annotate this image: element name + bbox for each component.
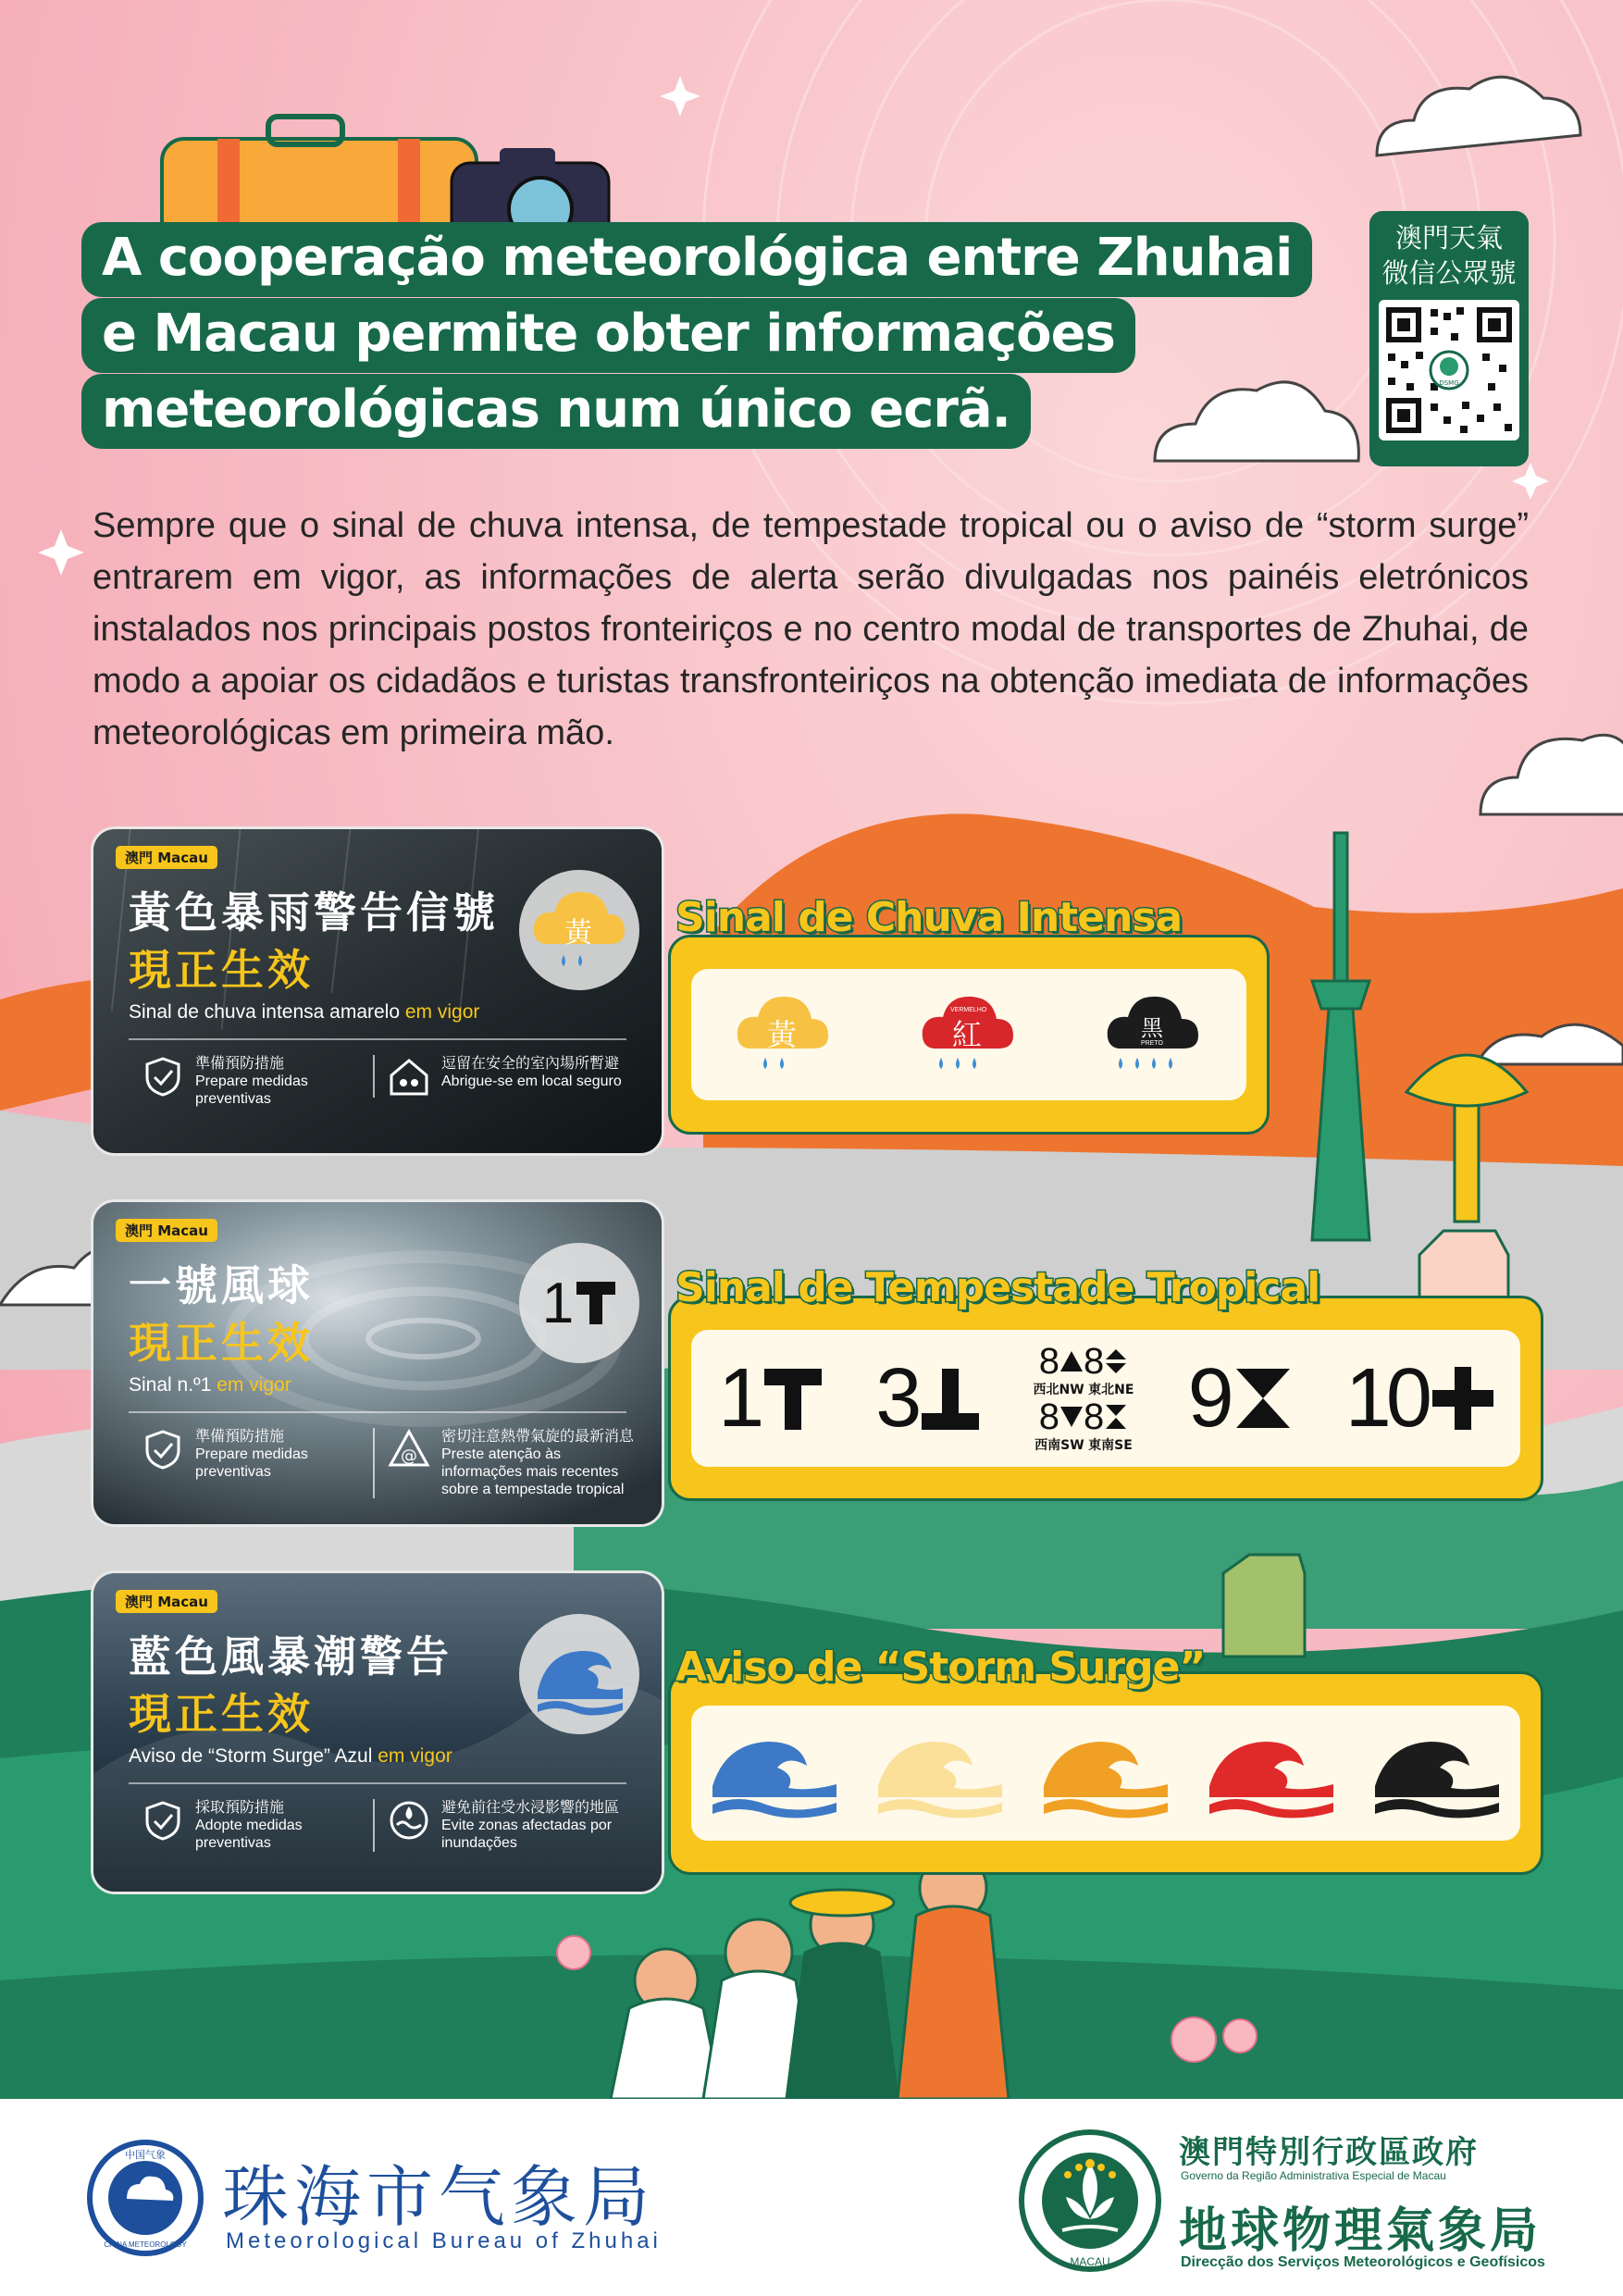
- card-title-zh: 一號風球: [129, 1260, 314, 1310]
- black-wave-icon: [1368, 1727, 1506, 1819]
- house-shelter-icon: [388, 1055, 430, 1098]
- shelter-action: 逗留在安全的室內場所暫避 Abrigue-se em local seguro: [373, 1055, 641, 1098]
- tropical-panel-heading: Sinal de Tempestade Tropical: [675, 1264, 1320, 1311]
- rain-warning-card: [91, 826, 664, 1156]
- macau-government-pt: Governo da Região Administrativa Especial de Macau: [1181, 2169, 1446, 2182]
- cross-icon: [1432, 1365, 1493, 1432]
- shield-check-icon: [142, 1428, 184, 1471]
- storm-surge-card: [91, 1570, 664, 1894]
- rain-panel-heading: Sinal de Chuva Intensa: [675, 894, 1183, 941]
- card-active-zh: 現正生效: [129, 945, 314, 995]
- qr-label-line-2: 微信公眾號: [1381, 257, 1517, 289]
- region-tag: 澳門 Macau: [116, 1590, 217, 1613]
- intro-paragraph: Sempre que o sinal de chuva intensa, de tempestade tropical ou o aviso de “storm surge” entrarem em vigor, as informações de alerta serão divulgadas nos painéis eletrónicos instalados nos principais postos fronteiriços e no centro modal de transportes de Zhuhai, de modo a apoiar os cidadãos e turistas transfronteiriços na obtenção imediata de informações meteorológicas em primeira mão.: [93, 506, 1529, 752]
- prepare-measures-action: 準備預防措施 Prepare medidas preventivas: [142, 1055, 345, 1108]
- title-line-3: meteorológicas num único ecrã.: [81, 374, 1031, 449]
- svg-text:PRETO: PRETO: [1141, 1040, 1163, 1047]
- storm-surge-panel: [668, 1671, 1543, 1875]
- warning-cyclone-icon: [388, 1428, 430, 1471]
- red-wave-icon: [1202, 1727, 1341, 1819]
- region-tag: 澳門 Macau: [116, 846, 217, 869]
- flood-zone-icon: [388, 1799, 430, 1842]
- svg-text:@: @: [401, 1446, 417, 1466]
- macau-smg-pt: Direcção dos Serviços Meteorológicos e Geofísicos: [1181, 2254, 1545, 2270]
- shield-check-icon: [142, 1799, 184, 1842]
- yellow-rain-signal-icon: [519, 870, 639, 990]
- title-line-1: A cooperação meteorológica entre Zhuhai: [81, 222, 1312, 297]
- card-subtitle-pt: Sinal n.º1 em vigor: [129, 1374, 291, 1396]
- card-subtitle-pt: Sinal de chuva intensa amarelo em vigor: [129, 1001, 480, 1023]
- svg-text:中国气象: 中国气象: [125, 2149, 166, 2161]
- card-divider: [129, 1782, 626, 1784]
- svg-text:1: 1: [541, 1272, 575, 1335]
- zhuhai-bureau-en: Meteorological Bureau of Zhuhai: [226, 2228, 662, 2253]
- card-title-zh: 藍色風暴潮警告: [129, 1632, 452, 1682]
- hourglass-large-icon: [1234, 1365, 1292, 1432]
- svg-text:黃: 黃: [766, 1017, 798, 1052]
- double-triangle-icon: [1104, 1348, 1128, 1374]
- follow-updates-action: @ 密切注意熱帶氣旋的最新消息 Preste atenção às informações mais recentes sobre a tempestade tropical: [373, 1428, 641, 1498]
- tropical-signal-card: [91, 1199, 664, 1527]
- svg-text:VERMELHO: VERMELHO: [950, 1007, 987, 1013]
- prepare-measures-action: 準備預防措施 Prepare medidas preventivas: [142, 1428, 345, 1481]
- card-subtitle-pt: Aviso de “Storm Surge” Azul em vigor: [129, 1745, 452, 1767]
- qr-badge-text: DSMG: [1439, 379, 1459, 387]
- card-divider: [129, 1411, 626, 1413]
- black-rain-icon: [1098, 984, 1209, 1086]
- amber-wave-icon: [1036, 1727, 1175, 1819]
- qr-label-line-1: 澳門天氣: [1394, 222, 1503, 254]
- region-tag: 澳門 Macau: [116, 1219, 217, 1242]
- signal-8-group: 8 8 西北NW 東北NE 8 8 西南SW 東南SE: [1033, 1341, 1134, 1453]
- yellow-rain-icon: [728, 984, 839, 1086]
- triangle-up-icon: [1059, 1349, 1084, 1373]
- footer: [0, 2099, 1623, 2296]
- signal-1-icon: [519, 1243, 639, 1363]
- avoid-flood-action: 避免前往受水浸影響的地區 Evite zonas afectadas por inundações: [373, 1799, 641, 1852]
- blue-storm-surge-icon: [519, 1614, 639, 1734]
- zhuhai-bureau-name: 珠海市气象局: [222, 2158, 656, 2236]
- yellow-wave-icon: [871, 1727, 1010, 1819]
- svg-text:紅: 紅: [951, 1017, 983, 1052]
- qr-code-icon[interactable]: [1379, 300, 1519, 441]
- tropical-signals-panel: [668, 1296, 1543, 1501]
- zhuhai-meteorology-logo: [85, 2138, 205, 2258]
- signal-10: 10: [1345, 1351, 1493, 1446]
- signal-1: 1: [718, 1351, 822, 1446]
- card-divider: [129, 1038, 626, 1040]
- rain-signals-panel: [668, 935, 1270, 1135]
- card-title-zh: 黃色暴雨警告信號: [129, 887, 499, 937]
- red-rain-icon: [913, 984, 1024, 1086]
- shield-check-icon: [142, 1055, 184, 1098]
- inverted-t-icon: [922, 1365, 979, 1432]
- signal-3: 3: [875, 1351, 979, 1446]
- hourglass-icon: [1104, 1404, 1128, 1430]
- storm-surge-panel-heading: Aviso de “Storm Surge”: [675, 1644, 1206, 1691]
- signal-9: 9: [1188, 1351, 1292, 1446]
- card-active-zh: 現正生效: [129, 1318, 314, 1368]
- macau-smg-name: 地球物理氣象局: [1179, 2203, 1542, 2259]
- svg-text:黃: 黃: [564, 917, 592, 949]
- macau-government-name: 澳門特別行政區政府: [1179, 2134, 1479, 2171]
- t-shape-icon: [764, 1365, 822, 1432]
- svg-text:黑: 黑: [1141, 1015, 1163, 1041]
- title-line-2: e Macau permite obter informações: [81, 298, 1135, 373]
- adopt-measures-action: 採取預防措施 Adopte medidas preventivas: [142, 1799, 345, 1852]
- svg-text:CHINA METEOROLOGY: CHINA METEOROLOGY: [104, 2240, 187, 2249]
- wechat-qr-panel[interactable]: [1369, 211, 1529, 466]
- card-active-zh: 現正生效: [129, 1689, 314, 1739]
- blue-wave-icon: [705, 1727, 844, 1819]
- svg-text:MACAU: MACAU: [1070, 2255, 1110, 2268]
- triangle-down-icon: [1059, 1405, 1084, 1429]
- macau-emblem-logo: [1016, 2127, 1164, 2275]
